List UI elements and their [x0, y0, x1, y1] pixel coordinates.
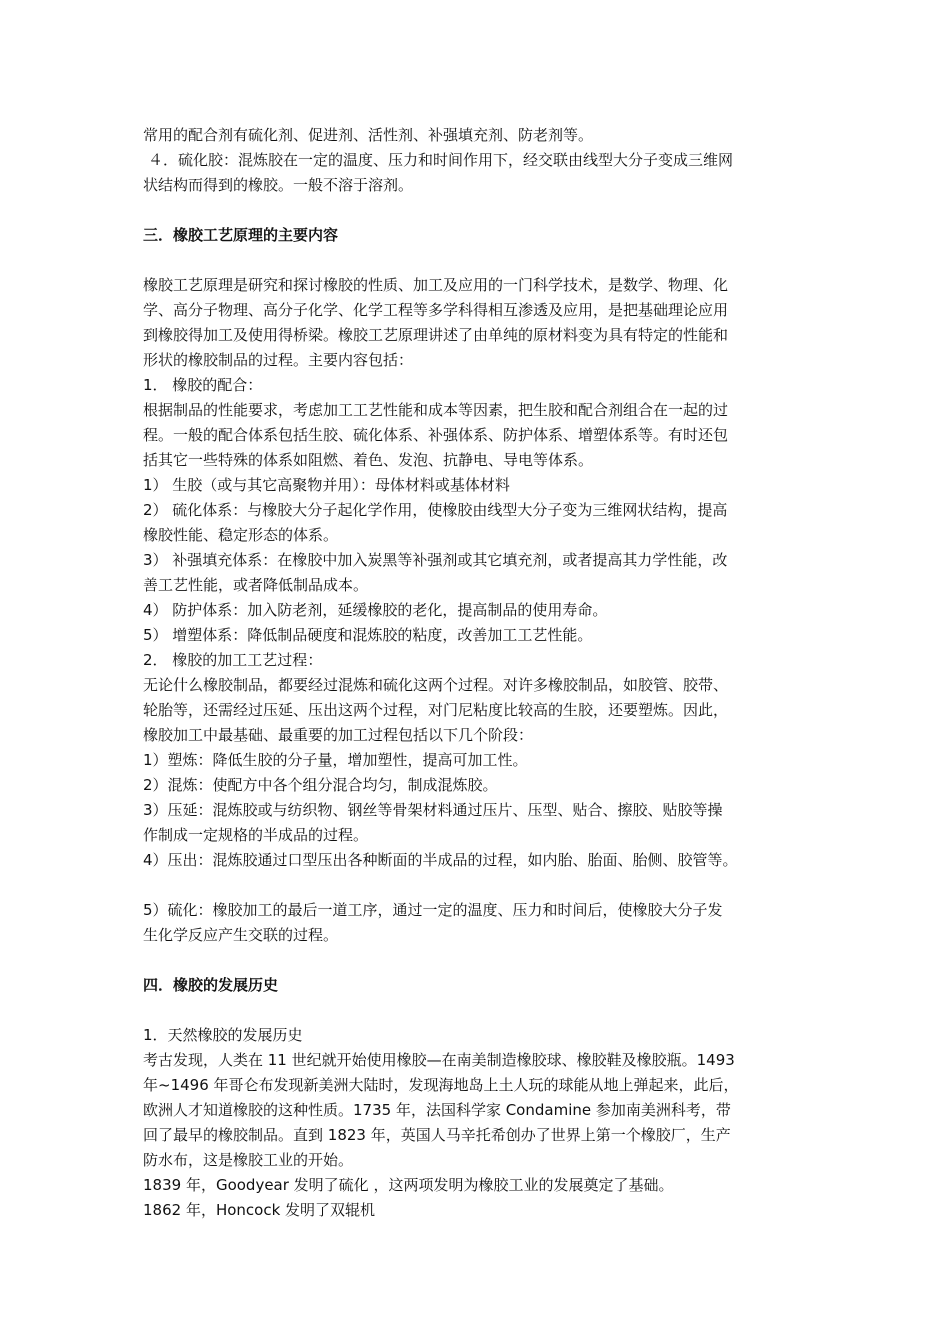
- blank-line: [143, 198, 809, 223]
- list-item: 3）压延：混炼胶或与纺织物、钢丝等骨架材料通过压片、压型、贴合、擦胶、贴胶等操: [143, 801, 723, 819]
- section3-intro-paragraph: [143, 273, 809, 373]
- text-line: 1862 年，Honcock 发明了双辊机: [143, 1201, 376, 1219]
- text-line: ４．硫化胶：混炼胶在一定的温度、压力和时间作用下，经交联由线型大分子变成三维网: [148, 151, 734, 169]
- list-item: 2）混炼：使配方中各个组分混合均匀，制成混炼胶。: [143, 776, 498, 794]
- item1-title: 1． 橡胶的配合：: [143, 376, 263, 394]
- blank-line: [143, 948, 809, 973]
- item2-body-paragraph: [143, 673, 809, 748]
- blank-line: [143, 248, 809, 273]
- text-line: 状结构而得到的橡胶。一般不溶于溶剂。: [143, 176, 414, 194]
- section-heading-3: 三．橡胶工艺原理的主要内容: [143, 226, 339, 244]
- text-line: 防水布，这是橡胶工业的开始。: [143, 1151, 354, 1169]
- text-line: 考古发现，人类在 11 世纪就开始使用橡胶—在南美制造橡胶球、橡胶鞋及橡胶瓶。1493: [143, 1051, 735, 1069]
- list-item: 5）硫化：橡胶加工的最后一道工序，通过一定的温度、压力和时间后，使橡胶大分子发: [143, 901, 723, 919]
- text-line: 轮胎等，还需经过压延、压出这两个过程，对门尼粘度比较高的生胶，还要塑炼。因此，: [143, 701, 729, 719]
- list-item: 4） 防护体系：加入防老剂，延缓橡胶的老化，提高制品的使用寿命。: [143, 601, 608, 619]
- text-line: 根据制品的性能要求，考虑加工工艺性能和成本等因素，把生胶和配合剂组合在一起的过: [143, 401, 729, 419]
- list-item: 5） 增塑体系：降低制品硬度和混炼胶的粘度，改善加工工艺性能。: [143, 626, 593, 644]
- text-line: 欧洲人才知道橡胶的这种性质。1735 年，法国科学家 Condamine 参加南美洲科考，带: [143, 1101, 731, 1119]
- document-page: [143, 123, 809, 1223]
- text-line: 到橡胶得加工及使用得桥梁。橡胶工艺原理讲述了由单纯的原材料变为具有特定的性能和: [143, 326, 729, 344]
- text-line: 学、高分子物理、高分子化学、化学工程等多学科得相互渗透及应用，是把基础理论应用: [143, 301, 729, 319]
- paragraph-compounding-agents: [143, 123, 809, 148]
- text-line: 橡胶工艺原理是研究和探讨橡胶的性质、加工及应用的一门科学技术，是数学、物理、化: [143, 276, 729, 294]
- text-line: 年~1496 年哥仑布发现新美洲大陆时，发现海地岛上土人玩的球能从地上弹起来，此后，: [143, 1076, 739, 1094]
- item1-body-paragraph: [143, 398, 809, 473]
- list-item: 善工艺性能，或者降低制品成本。: [143, 576, 369, 594]
- item2-process-list: [143, 748, 809, 873]
- item1-system-list: [143, 473, 809, 648]
- list-item: 2） 硫化体系：与橡胶大分子起化学作用，使橡胶由线型大分子变为三维网状结构，提高: [143, 501, 728, 519]
- list-item: 1） 生胶（或与其它高聚物并用）：母体材料或基体材料: [143, 476, 510, 494]
- text-line: 无论什么橡胶制品，都要经过混炼和硫化这两个过程。对许多橡胶制品，如胶管、胶带、: [143, 676, 729, 694]
- blank-line: [143, 873, 809, 898]
- text-line: 括其它一些特殊的体系如阻燃、着色、发泡、抗静电、导电等体系。: [143, 451, 594, 469]
- list-item: 1）塑炼：降低生胶的分子量，增加塑性，提高可加工性。: [143, 751, 528, 769]
- section4-subheading: 1．天然橡胶的发展历史: [143, 1026, 303, 1044]
- text-line: 1839 年，Goodyear 发明了硫化 ，这两项发明为橡胶工业的发展奠定了基础。: [143, 1176, 674, 1194]
- list-item: 橡胶性能、稳定形态的体系。: [143, 526, 339, 544]
- paragraph-vulcanizate: [143, 148, 809, 198]
- section4-history-paragraph: [143, 1048, 809, 1223]
- text-line: 生化学反应产生交联的过程。: [143, 926, 339, 944]
- text-line: 程。一般的配合体系包括生胶、硫化体系、补强体系、防护体系、增塑体系等。有时还包: [143, 426, 729, 444]
- text-line: 橡胶加工中最基础、最重要的加工过程包括以下几个阶段：: [143, 726, 534, 744]
- item2-title: 2． 橡胶的加工工艺过程：: [143, 651, 323, 669]
- section-heading-4: 四．橡胶的发展历史: [143, 976, 279, 994]
- list-item: 4）压出：混炼胶通过口型压出各种断面的半成品的过程，如内胎、胎面、胎侧、胶管等。: [143, 851, 738, 869]
- text-line: 形状的橡胶制品的过程。主要内容包括：: [143, 351, 414, 369]
- item2-step5: [143, 898, 809, 948]
- list-item: 作制成一定规格的半成品的过程。: [143, 826, 369, 844]
- list-item: 3） 补强填充体系：在橡胶中加入炭黑等补强剂或其它填充剂，或者提高其力学性能，改: [143, 551, 728, 569]
- text-line: 回了最早的橡胶制品。直到 1823 年，英国人马辛托希创办了世界上第一个橡胶厂，生产: [143, 1126, 731, 1144]
- blank-line: [143, 998, 809, 1023]
- text-line: 常用的配合剂有硫化剂、促进剂、活性剂、补强填充剂、防老剂等。: [143, 126, 594, 144]
